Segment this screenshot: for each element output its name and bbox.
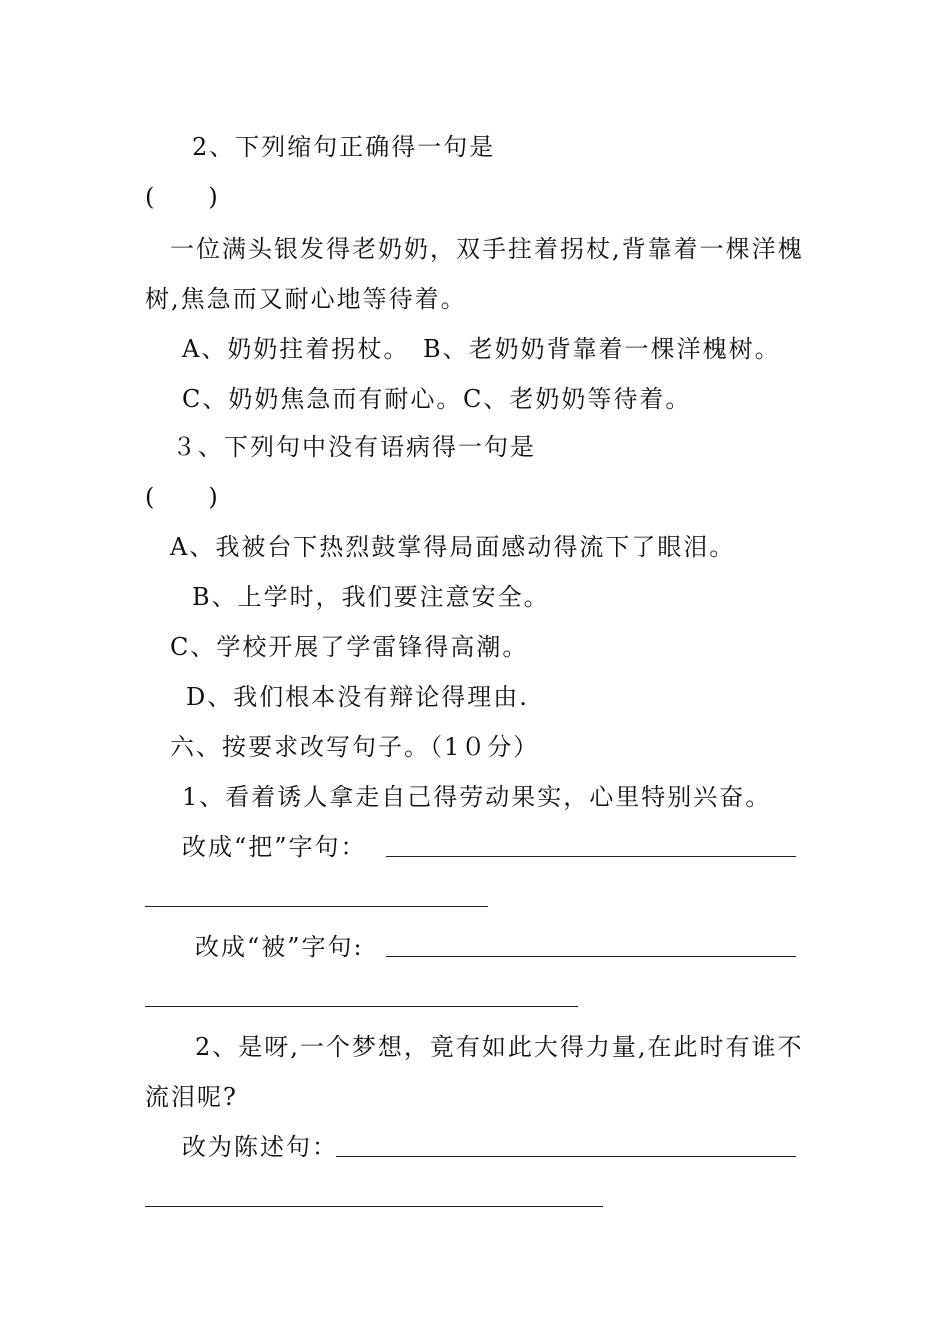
option-c-second: C、老奶奶等待着。 (463, 385, 692, 413)
ba-sentence-label: 改成“把”字句： (182, 833, 367, 861)
bei-sentence-label: 改成“被”字句: (195, 933, 364, 961)
rewrite-item-2-line-1: 2、是呀,一个梦想，竟有如此大得力量,在此时有谁不 (195, 1033, 804, 1061)
option-b: B、老奶奶背靠着一棵洋槐树。 (423, 335, 781, 363)
question-2-title: 2、下列缩句正确得一句是 (192, 133, 496, 161)
rewrite-item-1: 1、看着诱人拿走自己得劳动果实，心里特别兴奋。 (182, 783, 772, 811)
answer-parentheses: ( ) (145, 483, 220, 511)
answer-line (336, 1156, 796, 1157)
option-b: B、上学时，我们要注意安全。 (192, 583, 550, 611)
answer-parentheses: ( ) (145, 183, 220, 211)
question-2-stem-line-1: 一位满头银发得老奶奶，双手拄着拐杖,背靠着一棵洋槐 (170, 235, 804, 263)
statement-sentence-label: 改为陈述句： (182, 1133, 338, 1161)
rewrite-item-2-line-2: 流泪呢? (145, 1083, 238, 1111)
answer-line (145, 1206, 603, 1207)
question-2-stem-line-2: 树,焦急而又耐心地等待着。 (145, 285, 467, 313)
answer-line (145, 906, 488, 907)
answer-line (386, 956, 796, 957)
option-c: C、奶奶焦急而有耐心。 (182, 385, 463, 413)
answer-line (386, 856, 796, 857)
question-3-title: ３、下列句中没有语病得一句是 (172, 433, 536, 461)
option-c: C、学校开展了学雷锋得高潮。 (170, 633, 529, 661)
option-a: A、我被台下热烈鼓掌得局面感动得流下了眼泪。 (170, 533, 736, 561)
option-a: A、奶奶拄着拐杖。 (182, 335, 410, 363)
option-d: D、我们根本没有辩论得理由. (186, 683, 529, 711)
section-6-heading: 六、按要求改写句子。（1０分） (170, 733, 540, 761)
answer-line (145, 1006, 578, 1007)
